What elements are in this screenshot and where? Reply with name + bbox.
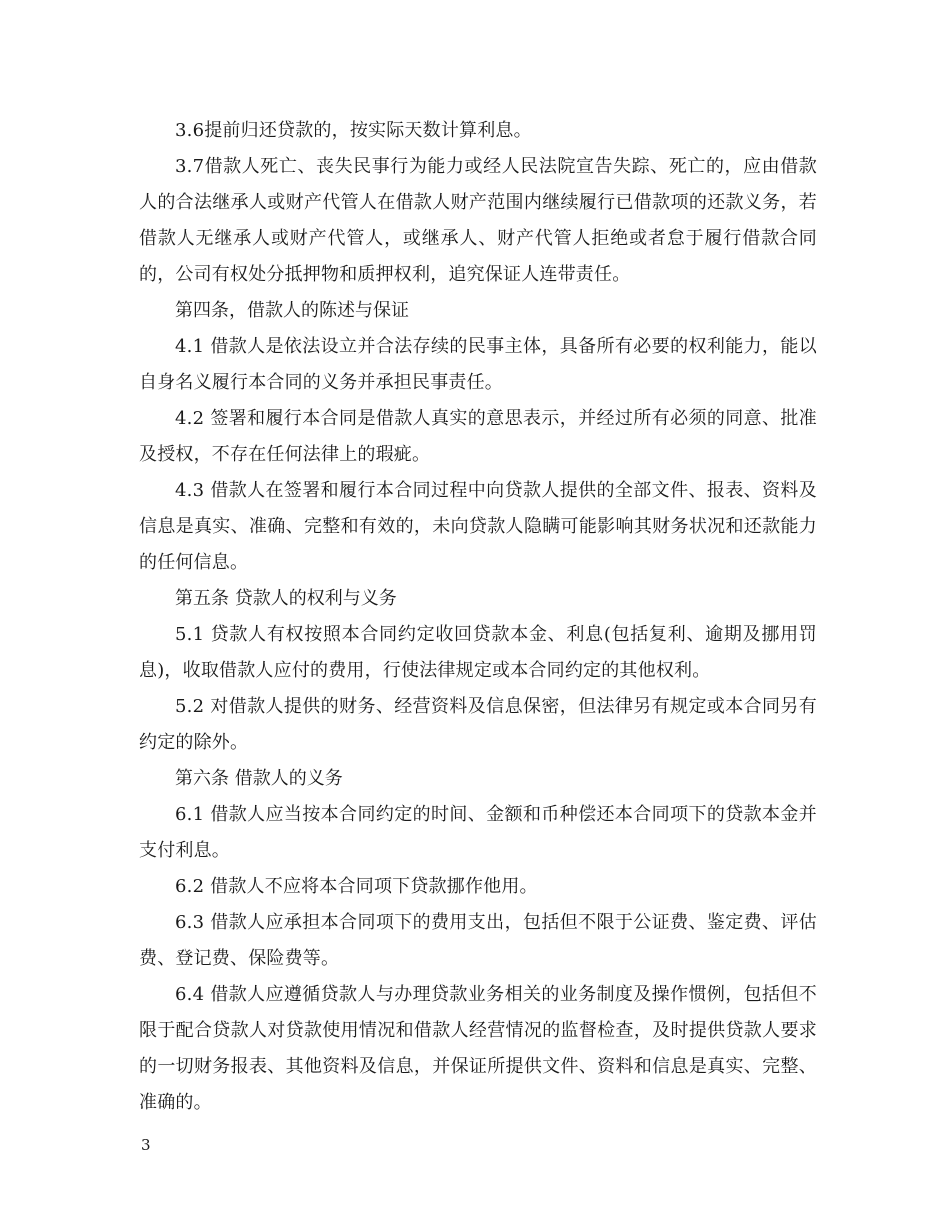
paragraph-4-2: 4.2 签署和履行本合同是借款人真实的意思表示，并经过所有必须的同意、批准及授权，不存在任何法律上的瑕疵。 <box>139 408 817 465</box>
paragraph-5-2: 5.2 对借款人提供的财务、经营资料及信息保密，但法律另有规定或本合同另有约定的除外。 <box>139 696 817 753</box>
section-heading-article-5: 第五条 贷款人的权利与义务 <box>175 588 397 609</box>
paragraph-6-2: 6.2 借款人不应将本合同项下贷款挪作他用。 <box>175 876 538 897</box>
paragraph-6-1: 6.1 借款人应当按本合同约定的时间、金额和币种偿还本合同项下的贷款本金并支付利息。 <box>139 804 817 861</box>
section-heading-article-4: 第四条，借款人的陈述与保证 <box>175 300 409 321</box>
document-body <box>139 113 817 1121</box>
section-heading-article-6: 第六条 借款人的义务 <box>175 768 343 789</box>
paragraph-5-1: 5.1 贷款人有权按照本合同约定收回贷款本金、利息(包括复利、逾期及挪用罚息)，收取借款人应付的费用，行使法律规定或本合同约定的其他权利。 <box>139 624 817 681</box>
page-number: 3 <box>141 1136 151 1154</box>
paragraph-6-3: 6.3 借款人应承担本合同项下的费用支出，包括但不限于公证费、鉴定费、评估费、登记费、保险费等。 <box>139 912 817 969</box>
paragraph-3-7: 3.7借款人死亡、丧失民事行为能力或经人民法院宣告失踪、死亡的，应由借款人的合法继承人或财产代管人在借款人财产范围内继续履行已借款项的还款义务，若借款人无继承人或财产代管人，或继承人、财产代管人拒绝或者怠于履行借款合同的，公司有权处分抵押物和质押权利，追究保证人连带责任。 <box>139 156 817 285</box>
paragraph-4-3: 4.3 借款人在签署和履行本合同过程中向贷款人提供的全部文件、报表、资料及信息是真实、准确、完整和有效的，未向贷款人隐瞒可能影响其财务状况和还款能力的任何信息。 <box>139 480 817 573</box>
paragraph-4-1: 4.1 借款人是依法设立并合法存续的民事主体，具备所有必要的权利能力，能以自身名义履行本合同的义务并承担民事责任。 <box>139 336 817 393</box>
paragraph-3-6: 3.6提前归还贷款的，按实际天数计算利息。 <box>175 120 532 141</box>
paragraph-6-4: 6.4 借款人应遵循贷款人与办理贷款业务相关的业务制度及操作惯例，包括但不限于配合贷款人对贷款使用情况和借款人经营情况的监督检查，及时提供贷款人要求的一切财务报表、其他资料及信息，并保证所提供文件、资料和信息是真实、完整、准确的。 <box>139 984 817 1113</box>
